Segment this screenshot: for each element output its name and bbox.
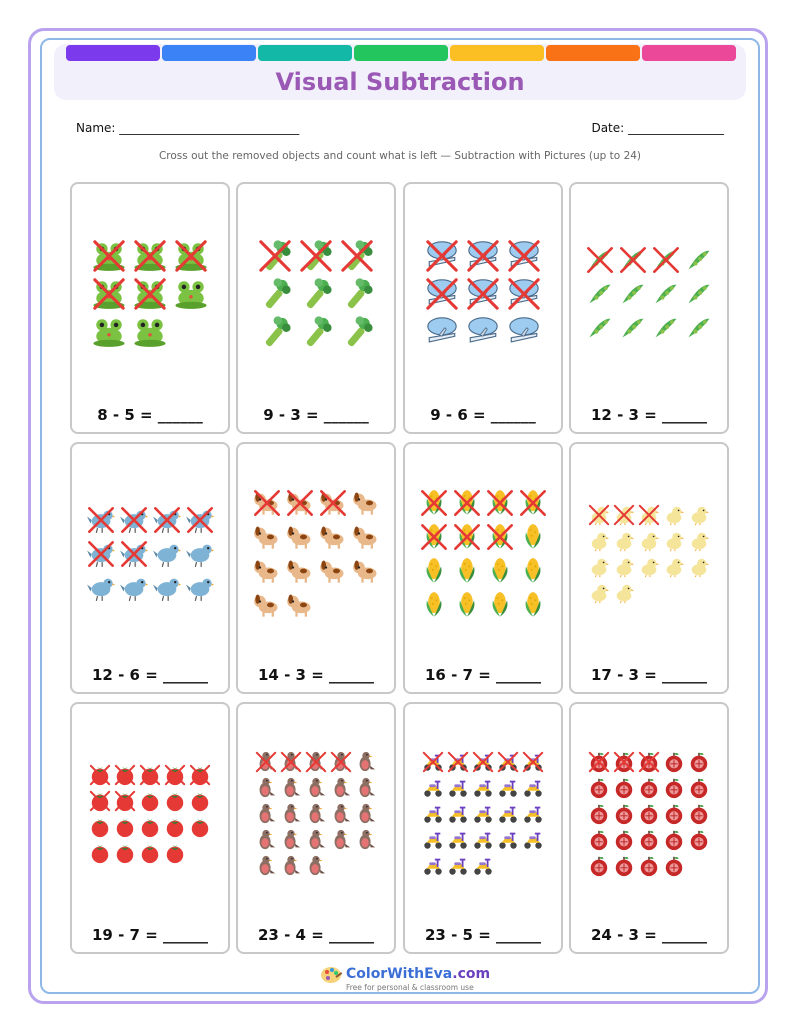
subtraction-problem: 14 - 3 = ______ <box>258 666 374 684</box>
tomato-icon <box>114 790 136 812</box>
corn-icon <box>453 489 481 517</box>
tomato-icon <box>189 790 211 812</box>
celery-icon <box>299 315 333 349</box>
object-group <box>72 704 228 914</box>
airplane-icon <box>425 277 459 311</box>
robin-icon <box>280 777 302 799</box>
object-group <box>238 184 394 394</box>
bird-icon <box>87 540 115 568</box>
robin-icon <box>280 803 302 825</box>
corn-icon <box>420 591 448 619</box>
scooter-icon <box>522 829 544 851</box>
fig-icon <box>588 855 610 877</box>
robin-icon <box>355 751 377 773</box>
fig-icon <box>663 777 685 799</box>
fig-icon <box>688 803 710 825</box>
brand-name[interactable] <box>346 966 490 982</box>
scooter-icon <box>522 803 544 825</box>
subtraction-problem: 9 - 3 = ______ <box>263 406 369 424</box>
chick-icon <box>688 556 710 578</box>
scooter-icon <box>447 855 469 877</box>
chick-icon <box>588 582 610 604</box>
peapod-icon <box>685 246 713 274</box>
robin-icon <box>255 829 277 851</box>
scooter-icon <box>447 777 469 799</box>
celery-icon <box>299 239 333 273</box>
tomato-icon <box>89 764 111 786</box>
problem-card <box>569 442 729 694</box>
robin-icon <box>305 855 327 877</box>
tomato-icon <box>139 790 161 812</box>
airplane-icon <box>466 315 500 349</box>
celery-icon <box>258 239 292 273</box>
robin-icon <box>280 855 302 877</box>
scooter-icon <box>472 751 494 773</box>
airplane-icon <box>466 239 500 273</box>
fig-icon <box>588 829 610 851</box>
subtraction-problem: 12 - 3 = ______ <box>591 406 707 424</box>
robin-icon <box>355 803 377 825</box>
fig-icon <box>638 803 660 825</box>
dog-icon <box>319 523 347 551</box>
bird-icon <box>153 574 181 602</box>
problem-card <box>236 442 396 694</box>
robin-icon <box>355 777 377 799</box>
fig-icon <box>688 829 710 851</box>
scooter-icon <box>422 777 444 799</box>
corn-icon <box>420 489 448 517</box>
brand-tagline: Free for personal & classroom use <box>346 983 474 992</box>
fig-icon <box>613 777 635 799</box>
fig-icon <box>588 803 610 825</box>
robin-icon <box>330 777 352 799</box>
corn-icon <box>453 557 481 585</box>
tomato-icon <box>114 816 136 838</box>
chick-icon <box>688 504 710 526</box>
fig-icon <box>663 829 685 851</box>
scooter-icon <box>422 855 444 877</box>
chick-icon <box>638 504 660 526</box>
scooter-icon <box>422 803 444 825</box>
subtraction-problem: 17 - 3 = ______ <box>591 666 707 684</box>
stripe-segment <box>642 45 736 61</box>
color-stripe <box>66 45 736 61</box>
robin-icon <box>255 803 277 825</box>
dog-icon <box>352 557 380 585</box>
celery-icon <box>258 277 292 311</box>
corn-icon <box>519 557 547 585</box>
object-group <box>405 704 561 914</box>
corn-icon <box>519 591 547 619</box>
peapod-icon <box>586 246 614 274</box>
subtraction-problem: 9 - 6 = ______ <box>430 406 536 424</box>
dog-icon <box>319 557 347 585</box>
chick-icon <box>663 504 685 526</box>
palette-icon <box>320 965 344 985</box>
corn-icon <box>420 523 448 551</box>
problem-card <box>569 182 729 434</box>
tomato-icon <box>89 842 111 864</box>
celery-icon <box>340 239 374 273</box>
object-group <box>72 444 228 654</box>
dog-icon <box>319 489 347 517</box>
peapod-icon <box>619 314 647 342</box>
fig-icon <box>663 855 685 877</box>
fig-icon <box>688 777 710 799</box>
chick-icon <box>588 504 610 526</box>
robin-icon <box>355 829 377 851</box>
dog-icon <box>253 557 281 585</box>
frog-icon <box>133 277 167 311</box>
stripe-segment <box>162 45 256 61</box>
chick-icon <box>588 530 610 552</box>
robin-icon <box>280 751 302 773</box>
tomato-icon <box>189 816 211 838</box>
corn-icon <box>453 591 481 619</box>
corn-icon <box>486 489 514 517</box>
subtraction-problem: 16 - 7 = ______ <box>425 666 541 684</box>
object-group <box>571 444 727 654</box>
scooter-icon <box>472 829 494 851</box>
object-group <box>238 444 394 654</box>
corn-icon <box>486 591 514 619</box>
object-group <box>405 444 561 654</box>
robin-icon <box>255 777 277 799</box>
bird-icon <box>153 506 181 534</box>
frog-icon <box>92 315 126 349</box>
tomato-icon <box>164 790 186 812</box>
tomato-icon <box>89 790 111 812</box>
corn-icon <box>519 489 547 517</box>
frog-icon <box>92 277 126 311</box>
stripe-segment <box>354 45 448 61</box>
problem-card <box>403 702 563 954</box>
fig-icon <box>613 829 635 851</box>
object-group <box>405 184 561 394</box>
airplane-icon <box>466 277 500 311</box>
celery-icon <box>340 277 374 311</box>
bird-icon <box>120 540 148 568</box>
scooter-icon <box>497 829 519 851</box>
problem-card <box>236 702 396 954</box>
chick-icon <box>613 530 635 552</box>
robin-icon <box>255 855 277 877</box>
chick-icon <box>588 556 610 578</box>
dog-icon <box>286 591 314 619</box>
brand-main: ColorWithEva <box>346 966 453 982</box>
dog-icon <box>286 489 314 517</box>
corn-icon <box>486 557 514 585</box>
tomato-icon <box>164 842 186 864</box>
robin-icon <box>330 751 352 773</box>
peapod-icon <box>652 280 680 308</box>
object-group <box>238 704 394 914</box>
corn-icon <box>420 557 448 585</box>
tomato-icon <box>189 764 211 786</box>
dog-icon <box>286 523 314 551</box>
tomato-icon <box>139 842 161 864</box>
stripe-segment <box>66 45 160 61</box>
problem-card <box>403 442 563 694</box>
frog-icon <box>174 277 208 311</box>
corn-icon <box>486 523 514 551</box>
airplane-icon <box>425 239 459 273</box>
scooter-icon <box>447 751 469 773</box>
problem-card <box>569 702 729 954</box>
corn-icon <box>453 523 481 551</box>
robin-icon <box>280 829 302 851</box>
robin-icon <box>255 751 277 773</box>
celery-icon <box>340 315 374 349</box>
scooter-icon <box>497 751 519 773</box>
dog-icon <box>253 591 281 619</box>
bird-icon <box>120 574 148 602</box>
problem-card <box>70 182 230 434</box>
airplane-icon <box>507 315 541 349</box>
peapod-icon <box>586 314 614 342</box>
problem-card <box>70 702 230 954</box>
fig-icon <box>638 777 660 799</box>
robin-icon <box>330 803 352 825</box>
tomato-icon <box>114 842 136 864</box>
frog-icon <box>133 315 167 349</box>
stripe-segment <box>450 45 544 61</box>
bird-icon <box>120 506 148 534</box>
robin-icon <box>305 803 327 825</box>
scooter-icon <box>447 803 469 825</box>
fig-icon <box>663 751 685 773</box>
object-group <box>571 704 727 914</box>
scooter-icon <box>472 803 494 825</box>
airplane-icon <box>507 277 541 311</box>
scooter-icon <box>422 829 444 851</box>
page-title: Visual Subtraction <box>275 68 525 96</box>
subtraction-problem: 23 - 5 = ______ <box>425 926 541 944</box>
tomato-icon <box>164 816 186 838</box>
chick-icon <box>613 504 635 526</box>
peapod-icon <box>685 280 713 308</box>
frog-icon <box>92 239 126 273</box>
frog-icon <box>133 239 167 273</box>
tomato-icon <box>89 816 111 838</box>
tomato-icon <box>114 764 136 786</box>
dog-icon <box>352 489 380 517</box>
bird-icon <box>186 506 214 534</box>
robin-icon <box>330 829 352 851</box>
bird-icon <box>87 574 115 602</box>
brand-suffix: .com <box>452 966 491 982</box>
tomato-icon <box>139 816 161 838</box>
problem-card <box>403 182 563 434</box>
celery-icon <box>299 277 333 311</box>
subtraction-problem: 24 - 3 = ______ <box>591 926 707 944</box>
fig-icon <box>638 751 660 773</box>
bird-icon <box>87 506 115 534</box>
subtraction-problem: 12 - 6 = ______ <box>92 666 208 684</box>
bird-icon <box>153 540 181 568</box>
robin-icon <box>305 777 327 799</box>
scooter-icon <box>422 751 444 773</box>
instructions-text: Cross out the removed objects and count what is left — Subtraction with Pictures (up to 24) <box>158 150 642 162</box>
chick-icon <box>663 556 685 578</box>
problem-card <box>236 182 396 434</box>
fig-icon <box>663 803 685 825</box>
fig-icon <box>613 803 635 825</box>
fig-icon <box>688 751 710 773</box>
chick-icon <box>613 582 635 604</box>
peapod-icon <box>652 246 680 274</box>
airplane-icon <box>425 315 459 349</box>
fig-icon <box>613 751 635 773</box>
scooter-icon <box>447 829 469 851</box>
scooter-icon <box>472 777 494 799</box>
problem-card <box>70 442 230 694</box>
dog-icon <box>253 523 281 551</box>
peapod-icon <box>685 314 713 342</box>
scooter-icon <box>472 855 494 877</box>
object-group <box>72 184 228 394</box>
corn-icon <box>519 523 547 551</box>
tomato-icon <box>139 764 161 786</box>
subtraction-problem: 23 - 4 = ______ <box>258 926 374 944</box>
scooter-icon <box>497 803 519 825</box>
robin-icon <box>305 751 327 773</box>
chick-icon <box>613 556 635 578</box>
subtraction-problem: 19 - 7 = ______ <box>92 926 208 944</box>
frog-icon <box>174 239 208 273</box>
dog-icon <box>286 557 314 585</box>
chick-icon <box>688 530 710 552</box>
dog-icon <box>253 489 281 517</box>
fig-icon <box>613 855 635 877</box>
name-field[interactable]: Name: ______________________________ <box>76 121 300 135</box>
subtraction-problem: 8 - 5 = ______ <box>97 406 203 424</box>
celery-icon <box>258 315 292 349</box>
object-group <box>571 184 727 394</box>
peapod-icon <box>652 314 680 342</box>
chick-icon <box>638 530 660 552</box>
stripe-segment <box>546 45 640 61</box>
dog-icon <box>352 523 380 551</box>
stripe-segment <box>258 45 352 61</box>
peapod-icon <box>619 246 647 274</box>
scooter-icon <box>522 777 544 799</box>
fig-icon <box>588 751 610 773</box>
chick-icon <box>663 530 685 552</box>
fig-icon <box>638 829 660 851</box>
peapod-icon <box>586 280 614 308</box>
tomato-icon <box>164 764 186 786</box>
peapod-icon <box>619 280 647 308</box>
chick-icon <box>638 556 660 578</box>
scooter-icon <box>522 751 544 773</box>
airplane-icon <box>507 239 541 273</box>
bird-icon <box>186 540 214 568</box>
scooter-icon <box>497 777 519 799</box>
fig-icon <box>638 855 660 877</box>
bird-icon <box>186 574 214 602</box>
date-field[interactable]: Date: ________________ <box>591 121 724 135</box>
robin-icon <box>305 829 327 851</box>
fig-icon <box>588 777 610 799</box>
